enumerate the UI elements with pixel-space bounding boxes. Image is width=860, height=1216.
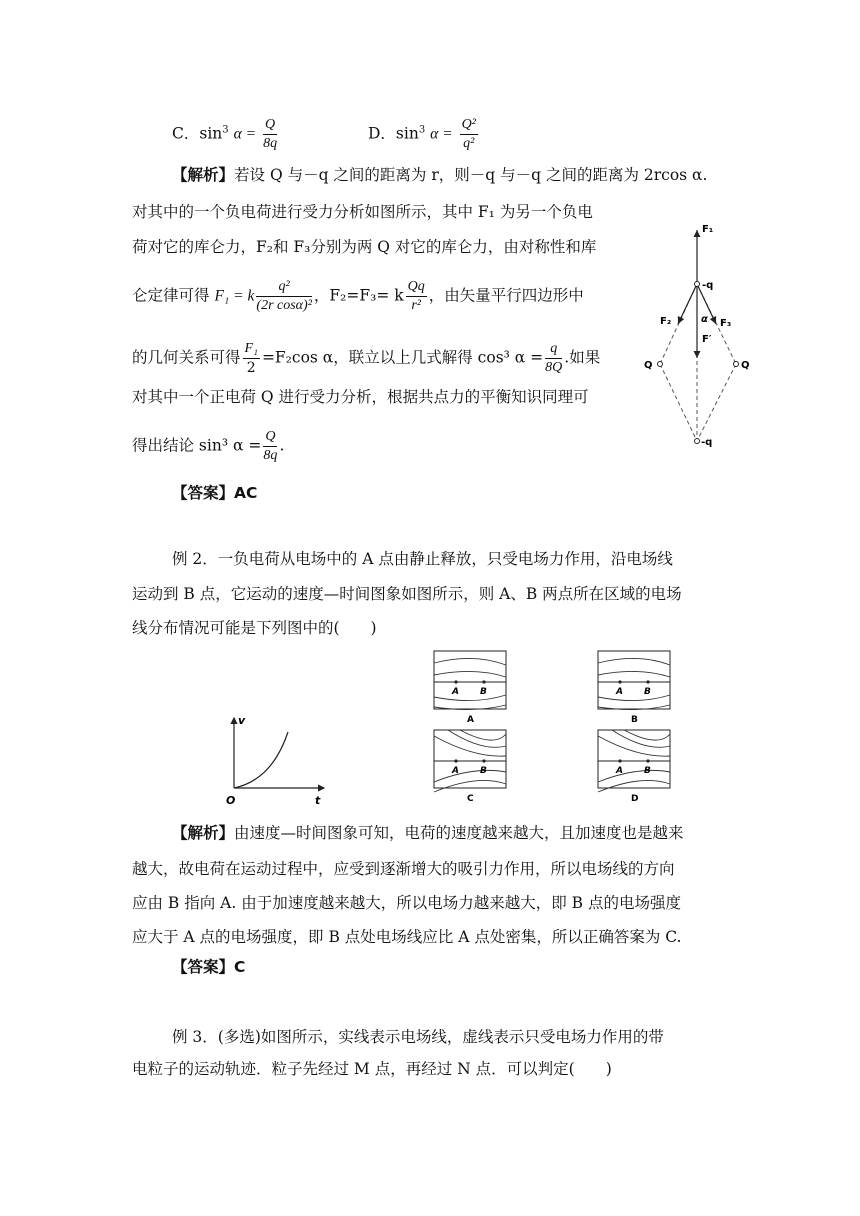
point-marker — [482, 680, 485, 683]
sin-result-fraction: $\frac{Q}{8q}$ — [263, 429, 278, 463]
ex1-analysis-line-1: 【解析】若设 Q 与－q 之间的距离为 r，则－q 与－q 之间的距离为 2rcos α. — [172, 166, 708, 184]
point-label: A — [616, 766, 623, 776]
field-line — [598, 736, 670, 756]
ex1-analysis-line-6: 对其中一个正电荷 Q 进行受力分析，根据共点力的平衡知识同理可 — [132, 388, 589, 406]
ex2-question-line-3: 线分布情况可能是下列图中的( ) — [132, 619, 377, 637]
panel-frame — [598, 730, 670, 788]
left-q-label: Q — [644, 360, 653, 371]
ex2-question-line-2: 运动到 B 点，它运动的速度—时间图象如图所示，则 A、B 两点所在区域的电场 — [132, 585, 682, 603]
point-marker — [454, 759, 457, 762]
field-line — [434, 658, 506, 665]
point-marker — [482, 759, 485, 762]
field-panel-a[interactable] — [432, 649, 508, 725]
field-line — [612, 730, 670, 747]
right-q-label: Q — [741, 360, 750, 371]
option-d: D．$\sin^3 \alpha$ = $\frac{\text{Q²}}{\text{q²}}$ — [368, 117, 476, 151]
field-panel-b[interactable] — [596, 649, 672, 725]
ex1-analysis-line-3: 荷对它的库仑力，F₂和 F₃分别为两 Q 对它的库仑力，由对称性和库 — [132, 238, 597, 256]
panel-frame — [434, 730, 506, 788]
field-line — [434, 736, 506, 756]
t-label: t — [315, 794, 321, 807]
field-line — [460, 730, 506, 740]
field-line — [598, 780, 670, 792]
bottom-q-label: -q — [701, 437, 713, 448]
force-diagram — [640, 218, 770, 458]
ex3-question-line-2: 电粒子的运动轨迹．粒子先经过 M 点，再经过 N 点．可以判定( ) — [132, 1060, 612, 1078]
ex2-question-line-1: 例 2．一负电荷从电场中的 A 点由静止释放，只受电场力作用，沿电场线 — [172, 550, 673, 568]
panel-label: D — [631, 794, 639, 804]
field-line — [434, 770, 506, 782]
f3-label: F₃ — [720, 318, 732, 329]
coulomb-fraction-1: $\frac{\text{q²}}{\text{(2r cosα)²}}$ — [256, 279, 312, 313]
ex1-analysis-line-4: 仑定律可得 F₁ = k $\frac{\text{q²}}{\text{(2r cosα)²}}$ ，F₂=F₃= k $\frac{Qq}{\text{r²}}$ ，由矢量平行四边形中 — [132, 279, 584, 313]
panel-label: C — [467, 794, 474, 804]
ex2-analysis-line-1: 【解析】由速度—时间图象可知，电荷的速度越来越大，且加速度也是越来 — [172, 824, 684, 842]
top-q-label: -q — [702, 280, 714, 291]
point-marker — [618, 680, 621, 683]
f2-arrow — [678, 284, 697, 324]
point-marker — [646, 759, 649, 762]
ex2-answer: 【答案】C — [172, 958, 246, 976]
point-label: B — [644, 766, 651, 776]
panel-label: B — [631, 715, 638, 725]
f2-label: F₂ — [660, 316, 672, 327]
field-panel-c[interactable] — [432, 728, 508, 804]
field-line — [598, 770, 670, 782]
right-charge — [734, 362, 739, 367]
point-label: B — [480, 687, 487, 697]
top-charge — [695, 282, 700, 287]
velocity-curve — [234, 732, 288, 788]
point-label: B — [480, 766, 487, 776]
ex2-analysis-line-2: 越大，故电荷在运动过程中，应受到逐渐增大的吸引力作用，所以电场线的方向 — [132, 860, 675, 878]
field-line — [434, 695, 506, 701]
f-prime-label: F′ — [702, 334, 712, 345]
option-c-fraction: $\frac{Q}{8q}$ — [263, 117, 278, 151]
alpha-label: α — [701, 314, 708, 325]
ex1-analysis-line-7: 得出结论 sin³ α = $\frac{Q}{8q}$ . — [132, 429, 285, 463]
field-line — [448, 730, 506, 747]
field-line — [434, 671, 506, 677]
option-d-fraction: $\frac{\text{Q²}}{\text{q²}}$ — [461, 117, 476, 151]
field-line — [434, 780, 506, 792]
point-label: B — [644, 687, 651, 697]
ex3-question-line-1: 例 3．(多选)如图所示，实线表示电场线，虚线表示只受电场力作用的带 — [172, 1028, 664, 1046]
ex1-analysis-line-5: 的几何关系可得 $\frac{\text{F₁}}{2}$ =F₂cos α，联立以上几式解得 cos³ α = $\frac{q}{8Q}$ .如果 — [132, 341, 601, 376]
field-line — [624, 730, 670, 740]
point-label: A — [452, 687, 459, 697]
panel-label: A — [467, 715, 474, 725]
point-marker — [454, 680, 457, 683]
velocity-time-graph — [222, 710, 332, 810]
v-label: v — [238, 714, 246, 727]
ex1-analysis-line-2: 对其中的一个负电荷进行受力分析如图所示，其中 F₁ 为另一个负电 — [132, 203, 593, 221]
point-label: A — [616, 687, 623, 697]
f1-label: F₁ — [702, 224, 714, 235]
point-label: A — [452, 766, 459, 776]
point-marker — [618, 759, 621, 762]
option-c: C．$\sin^3 \alpha$ = $\frac{Q}{8q}$ — [172, 117, 278, 151]
ex1-answer: 【答案】AC — [172, 484, 258, 502]
left-charge — [658, 362, 663, 367]
field-line — [598, 671, 670, 677]
field-line — [598, 695, 670, 701]
field-panel-d[interactable] — [596, 728, 672, 804]
half-force-fraction: $\frac{\text{F₁}}{2}$ — [244, 341, 258, 376]
ex2-analysis-line-3: 应由 B 指向 A. 由于加速度越来越大，所以电场力越来越大，即 B 点的电场强度 — [132, 894, 681, 912]
field-line — [598, 658, 670, 665]
bottom-charge — [695, 439, 700, 444]
origin-label: O — [226, 794, 236, 807]
coulomb-fraction-2: $\frac{Qq}{\text{r²}}$ — [407, 279, 425, 313]
dashed-rhombus — [660, 284, 736, 441]
ex2-analysis-line-4: 应大于 A 点的电场强度，即 B 点处电场线应比 A 点处密集，所以正确答案为 C. — [132, 928, 682, 946]
point-marker — [646, 680, 649, 683]
cos-result-fraction: $\frac{q}{8Q}$ — [545, 341, 563, 375]
